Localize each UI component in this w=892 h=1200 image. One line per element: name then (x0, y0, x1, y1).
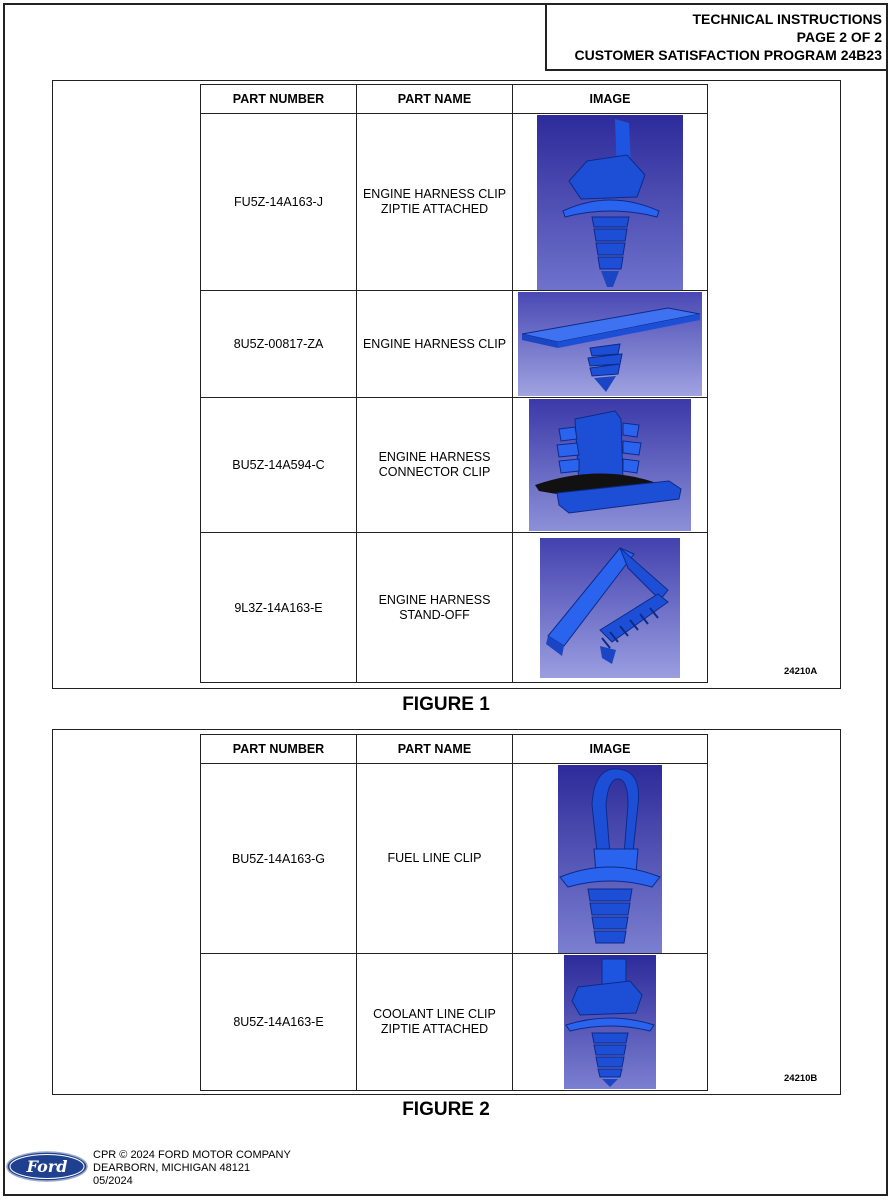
header-page-number: PAGE 2 OF 2 (796, 29, 882, 45)
coolant-line-clip-image (564, 955, 656, 1089)
image-cell (513, 114, 708, 291)
table-row (201, 764, 708, 954)
table-row (201, 533, 708, 683)
footer-copyright (93, 1149, 291, 1188)
image-cell (513, 764, 708, 954)
image-cell (513, 533, 708, 683)
part-name-line: ENGINE HARNESS CLIP (362, 187, 507, 201)
part-name-line: FUEL LINE CLIP (387, 851, 482, 865)
part-name-cell (357, 954, 513, 1091)
part-number-cell: 8U5Z-14A163-E (201, 954, 357, 1091)
table-row (201, 954, 708, 1091)
footer-line: DEARBORN, MICHIGAN 48121 (93, 1162, 251, 1174)
part-name-line: STAND-OFF (399, 607, 470, 622)
table-row (201, 398, 708, 533)
part-name-line: CONNECTOR CLIP (378, 465, 491, 479)
part-name-line: ENGINE HARNESS (378, 450, 491, 464)
figure2-table (200, 734, 708, 1091)
stand-off-image (540, 538, 680, 678)
figure1-reference: 24210A (784, 666, 818, 677)
part-name-cell (357, 114, 513, 291)
part-number-cell: 8U5Z-00817-ZA (201, 291, 357, 398)
table-header-row (201, 85, 708, 114)
part-name-line: ENGINE HARNESS CLIP (362, 336, 507, 351)
document-header (545, 3, 888, 71)
table-header-row (201, 735, 708, 764)
part-number-cell: BU5Z-14A594-C (201, 398, 357, 533)
engine-harness-clip-ziptie-image (537, 115, 683, 290)
figure1-table (200, 84, 708, 683)
part-number-cell: BU5Z-14A163-G (201, 764, 357, 954)
part-name-cell (357, 764, 513, 954)
fuel-line-clip-image (558, 765, 662, 953)
footer-line: CPR © 2024 FORD MOTOR COMPANY (93, 1149, 291, 1161)
part-name-cell (357, 533, 513, 683)
part-name-line: ZIPTIE ATTACHED (380, 202, 489, 216)
figure2-reference: 24210B (784, 1073, 818, 1084)
part-name-cell (357, 398, 513, 533)
svg-text:Ford: Ford (26, 1157, 68, 1176)
col-header-part-name: PART NAME (357, 735, 513, 764)
part-number-cell: 9L3Z-14A163-E (201, 533, 357, 683)
image-cell (513, 291, 708, 398)
ford-logo-icon (6, 1151, 88, 1182)
header-program: CUSTOMER SATISFACTION PROGRAM 24B23 (574, 47, 882, 63)
col-header-image: IMAGE (513, 735, 708, 764)
part-number-cell: FU5Z-14A163-J (201, 114, 357, 291)
connector-clip-image (529, 399, 691, 531)
part-name-line: COOLANT LINE CLIP (373, 1007, 496, 1021)
table-row (201, 291, 708, 398)
part-name-cell (357, 291, 513, 398)
footer-line: 05/2024 (93, 1175, 133, 1187)
col-header-image: IMAGE (513, 85, 708, 114)
col-header-part-number: PART NUMBER (201, 85, 357, 114)
part-name-line: ENGINE HARNESS (378, 592, 491, 607)
table-row (201, 114, 708, 291)
image-cell (513, 954, 708, 1091)
col-header-part-number: PART NUMBER (201, 735, 357, 764)
engine-harness-clip-image (518, 292, 702, 396)
figure1-title: FIGURE 1 (402, 694, 490, 715)
part-name-line: ZIPTIE ATTACHED (380, 1022, 489, 1036)
col-header-part-name: PART NAME (357, 85, 513, 114)
figure2-title: FIGURE 2 (402, 1099, 490, 1120)
image-cell (513, 398, 708, 533)
header-title: TECHNICAL INSTRUCTIONS (692, 11, 882, 27)
